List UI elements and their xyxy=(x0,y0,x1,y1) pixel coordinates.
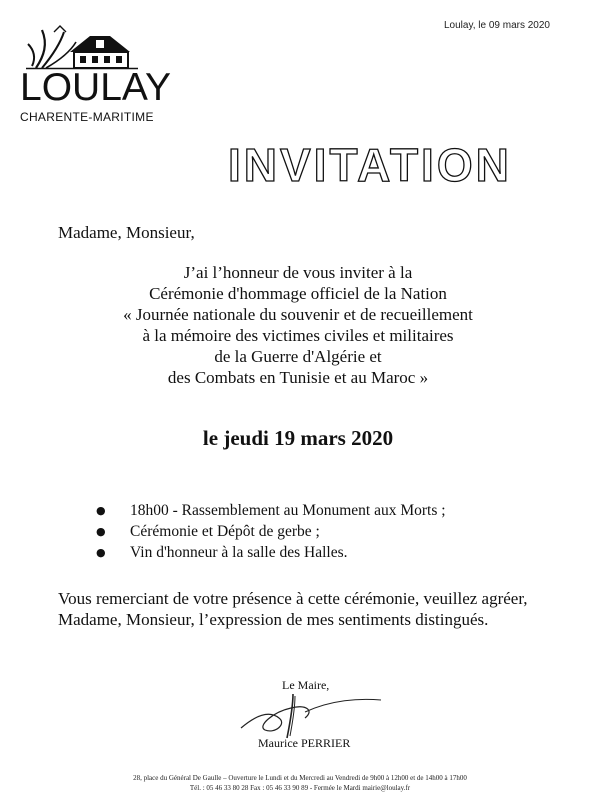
bullet-icon: ● xyxy=(96,546,106,559)
town-hall-emblem-icon xyxy=(26,22,146,70)
list-item xyxy=(96,521,446,542)
programme-item-text: Vin d'honneur à la salle des Halles. xyxy=(130,544,348,561)
paragraph-line: à la mémoire des victimes civiles et militaires xyxy=(142,326,454,345)
footer-line: 28, place du Général De Gaulle – Ouverture le Lundi et du Mercredi au Vendredi de 9h00 à 12h00 et de 14h00 à 17h00 xyxy=(133,774,467,782)
paragraph-line: « Journée nationale du souvenir et de recueillement xyxy=(123,305,473,324)
logo-town-name: LOULAY xyxy=(20,66,172,109)
footer-line: Tél. : 05 46 33 80 28 Fax : 05 46 33 90 89 - Fermée le Mardi mairie@loulay.fr xyxy=(189,784,411,792)
bullet-icon: ● xyxy=(96,525,106,538)
programme-item-text: 18h00 - Rassemblement au Monument aux Morts ; xyxy=(130,502,446,519)
paragraph-line: Cérémonie d'hommage officiel de la Nation xyxy=(149,284,447,303)
programme-list xyxy=(96,500,446,563)
signatory-name: Maurice PERRIER xyxy=(258,736,351,750)
paragraph-line: J’ai l’honneur de vous inviter à la xyxy=(183,263,413,282)
invitation-paragraph xyxy=(58,262,538,388)
paragraph-line: de la Guerre d'Algérie et xyxy=(214,347,382,366)
document-title: INVITATION xyxy=(228,139,512,191)
paragraph-line: des Combats en Tunisie et au Maroc » xyxy=(167,368,429,387)
letter-date: Loulay, le 09 mars 2020 xyxy=(444,20,550,31)
logo-department: CHARENTE-MARITIME xyxy=(20,110,154,124)
footer-address xyxy=(0,773,600,793)
event-date: le jeudi 19 mars 2020 xyxy=(202,426,394,450)
salutation: Madame, Monsieur, xyxy=(58,223,195,242)
programme-item-text: Cérémonie et Dépôt de gerbe ; xyxy=(130,523,320,540)
town-logo xyxy=(18,22,188,132)
closing-paragraph: Vous remerciant de votre présence à cette cérémonie, veuillez agréer, Madame, Monsieur, l’expression de mes sentiments distingués. xyxy=(58,589,528,629)
list-item xyxy=(96,542,446,563)
list-item xyxy=(96,500,446,521)
signoff: Le Maire, xyxy=(282,678,330,692)
signature-icon xyxy=(235,688,385,740)
bullet-icon: ● xyxy=(96,504,106,517)
